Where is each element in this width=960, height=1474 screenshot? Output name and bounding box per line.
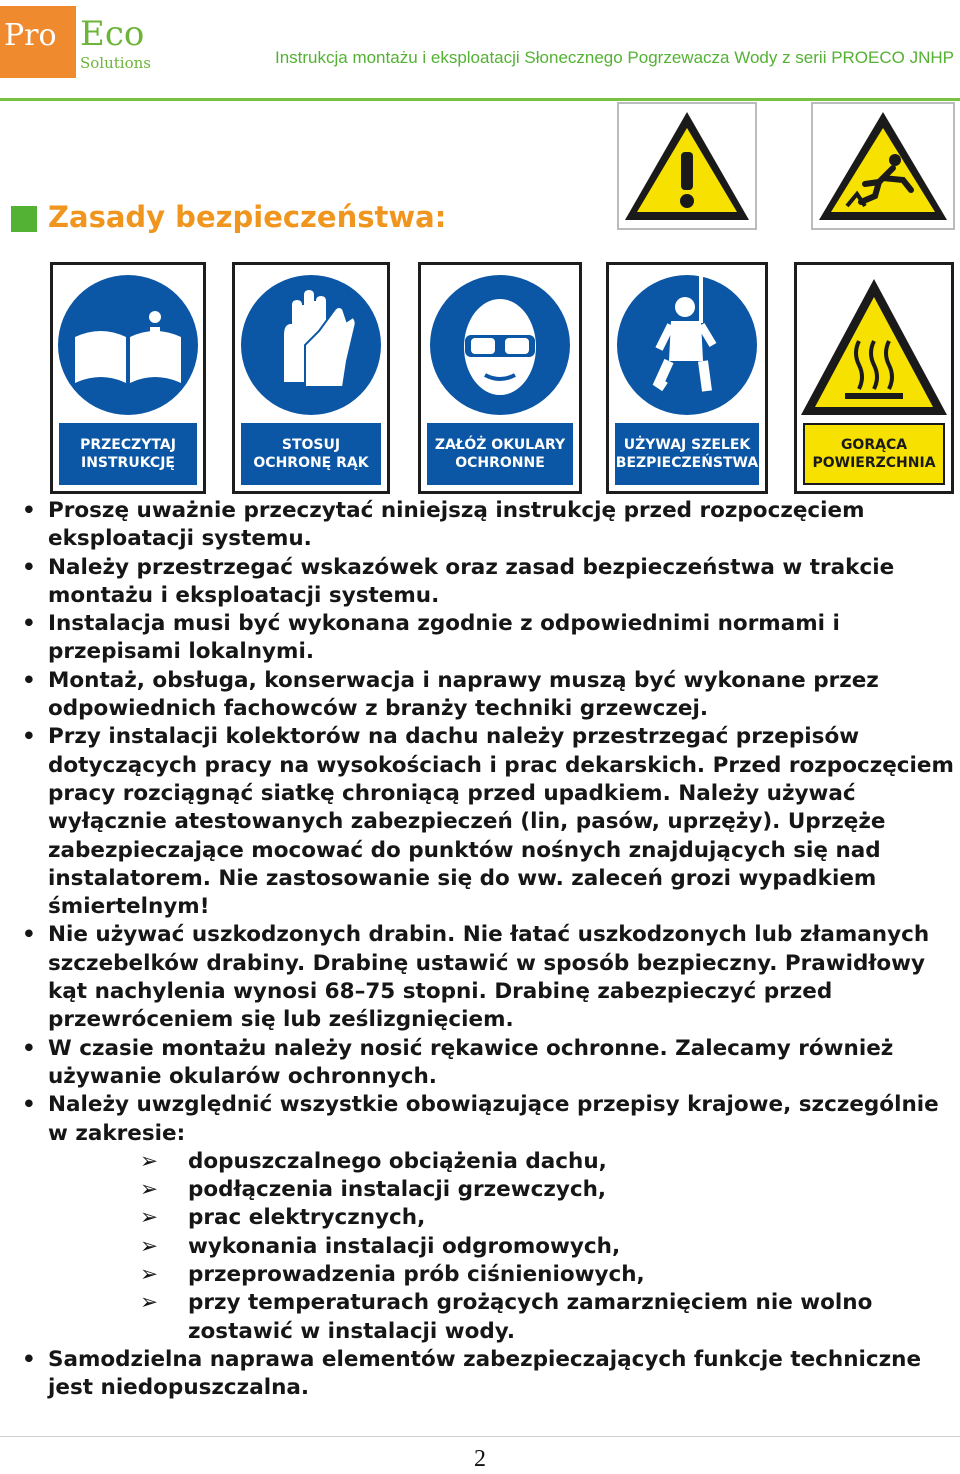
list-item: • Przy instalacji kolektorów na dachu należy przestrzegać przepisów dotyczących pracy na wysokościach i prac dekarskich. Przed rozpoczęciem pracy rozciągnąć siatkę chroniącą przed upadkiem. Należy używać wyłącznie atestowanych zabezpieczeń (lin, pasów, uprzęży). Uprzęże zabezpieczające mocować do punktów nośnych znajdujących się nad instalatorem. Nie zastosowanie się do ww. zaleceń grozi wypadkiem śmiertelnym! — [20, 723, 960, 921]
list-item: • Nie używać uszkodzonych drabin. Nie łatać uszkodzonych lub złamanych szczebelków drabiny. Drabinę ustawić w sposób bezpieczny. Prawidłowy kąt nachylenia wynosi 68–75 stopni. Drabinę zabezpieczyć przed przewróceniem się lub ześlizgnięciem. — [20, 921, 960, 1034]
harness-icon — [609, 265, 765, 425]
list-item: • Należy przestrzegać wskazówek oraz zasad bezpieczeństwa w trakcie montażu i eksploatacji systemu. — [20, 554, 960, 611]
sign-label-safety-harness: UŻYWAJ SZELEK BEZPIECZEŃSTWA — [615, 423, 759, 485]
sign-safety-goggles — [418, 262, 582, 494]
list-item: • Proszę uważnie przeczytać niniejszą instrukcję przed rozpoczęciem eksploatacji systemu. — [20, 497, 960, 554]
logo-pro-text: Pro — [4, 18, 57, 53]
section-title: Zasady bezpieczeństwa: — [48, 200, 447, 234]
sign-label-read-manual: PRZECZYTAJ INSTRUKCJĘ — [59, 423, 197, 485]
arrow-bullet-icon: ➢ — [140, 1290, 159, 1316]
arrow-bullet-icon: ➢ — [140, 1148, 159, 1174]
list-item-text: Należy uwzględnić wszystkie obowiązujące przepisy krajowe, szczególnie w zakresie: — [48, 1092, 939, 1146]
sign-hand-protection — [232, 262, 390, 494]
gloves-icon — [235, 265, 387, 425]
arrow-bullet-icon: ➢ — [140, 1233, 159, 1259]
section-title-marker — [11, 206, 37, 232]
safety-rules-list — [20, 497, 960, 1403]
logo-eco-text: Eco — [80, 14, 145, 54]
arrow-bullet-icon: ➢ — [140, 1262, 159, 1288]
sign-safety-harness — [606, 262, 768, 494]
header-divider — [0, 98, 960, 101]
page-number: 2 — [474, 1446, 486, 1472]
document-header-title: Instrukcja montażu i eksploatacji Słonecznego Pogrzewacza Wody z serii PROECO JNHP — [274, 48, 954, 67]
list-item: • Samodzielna naprawa elementów zabezpieczających funkcje techniczne jest niedopuszczalna. — [20, 1346, 960, 1403]
sub-list-item: ➢ wykonania instalacji odgromowych, — [48, 1233, 960, 1261]
sub-list-item: ➢ dopuszczalnego obciążenia dachu, — [48, 1148, 960, 1176]
sign-read-manual — [50, 262, 206, 494]
sign-label-hand-protection: STOSUJ OCHRONĘ RĄK — [241, 423, 381, 485]
arrow-bullet-icon: ➢ — [140, 1205, 159, 1231]
list-item: • W czasie montażu należy nosić rękawice ochronne. Zalecamy również używanie okularów ochronnych. — [20, 1035, 960, 1092]
sub-list-item: ➢ podłączenia instalacji grzewczych, — [48, 1176, 960, 1204]
safety-rules-content — [20, 497, 960, 1403]
arrow-bullet-icon: ➢ — [140, 1177, 159, 1203]
regulations-sublist — [48, 1148, 960, 1346]
sub-list-item: ➢ prac elektrycznych, — [48, 1204, 960, 1232]
logo-solutions-text: Solutions — [80, 54, 151, 72]
slip-hazard-icon — [811, 102, 955, 230]
hot-surface-icon — [797, 265, 951, 425]
footer-divider — [0, 1436, 960, 1437]
sign-label-hot-surface: GORĄCA POWIERZCHNIA — [803, 423, 945, 485]
sub-list-item: ➢ przeprowadzenia prób ciśnieniowych, — [48, 1261, 960, 1289]
company-logo — [0, 6, 150, 78]
book-info-icon — [53, 265, 203, 425]
sub-list-item: ➢ przy temperaturach grożących zamarznięciem nie wolno zostawić w instalacji wody. — [140, 1290, 873, 1344]
exclamation-warning-icon — [617, 102, 757, 230]
sign-label-safety-goggles: ZAŁÓŻ OKULARY OCHRONNE — [427, 423, 573, 485]
list-item: • Montaż, obsługa, konserwacja i naprawy muszą być wykonane przez odpowiednich fachowców z branży techniki grzewczej. — [20, 667, 960, 724]
sign-hot-surface — [794, 262, 954, 494]
list-item: • Instalacja musi być wykonana zgodnie z odpowiednimi normami i przepisami lokalnymi. — [20, 610, 960, 667]
goggles-icon — [421, 265, 579, 425]
list-item-with-sublist — [20, 1091, 960, 1346]
